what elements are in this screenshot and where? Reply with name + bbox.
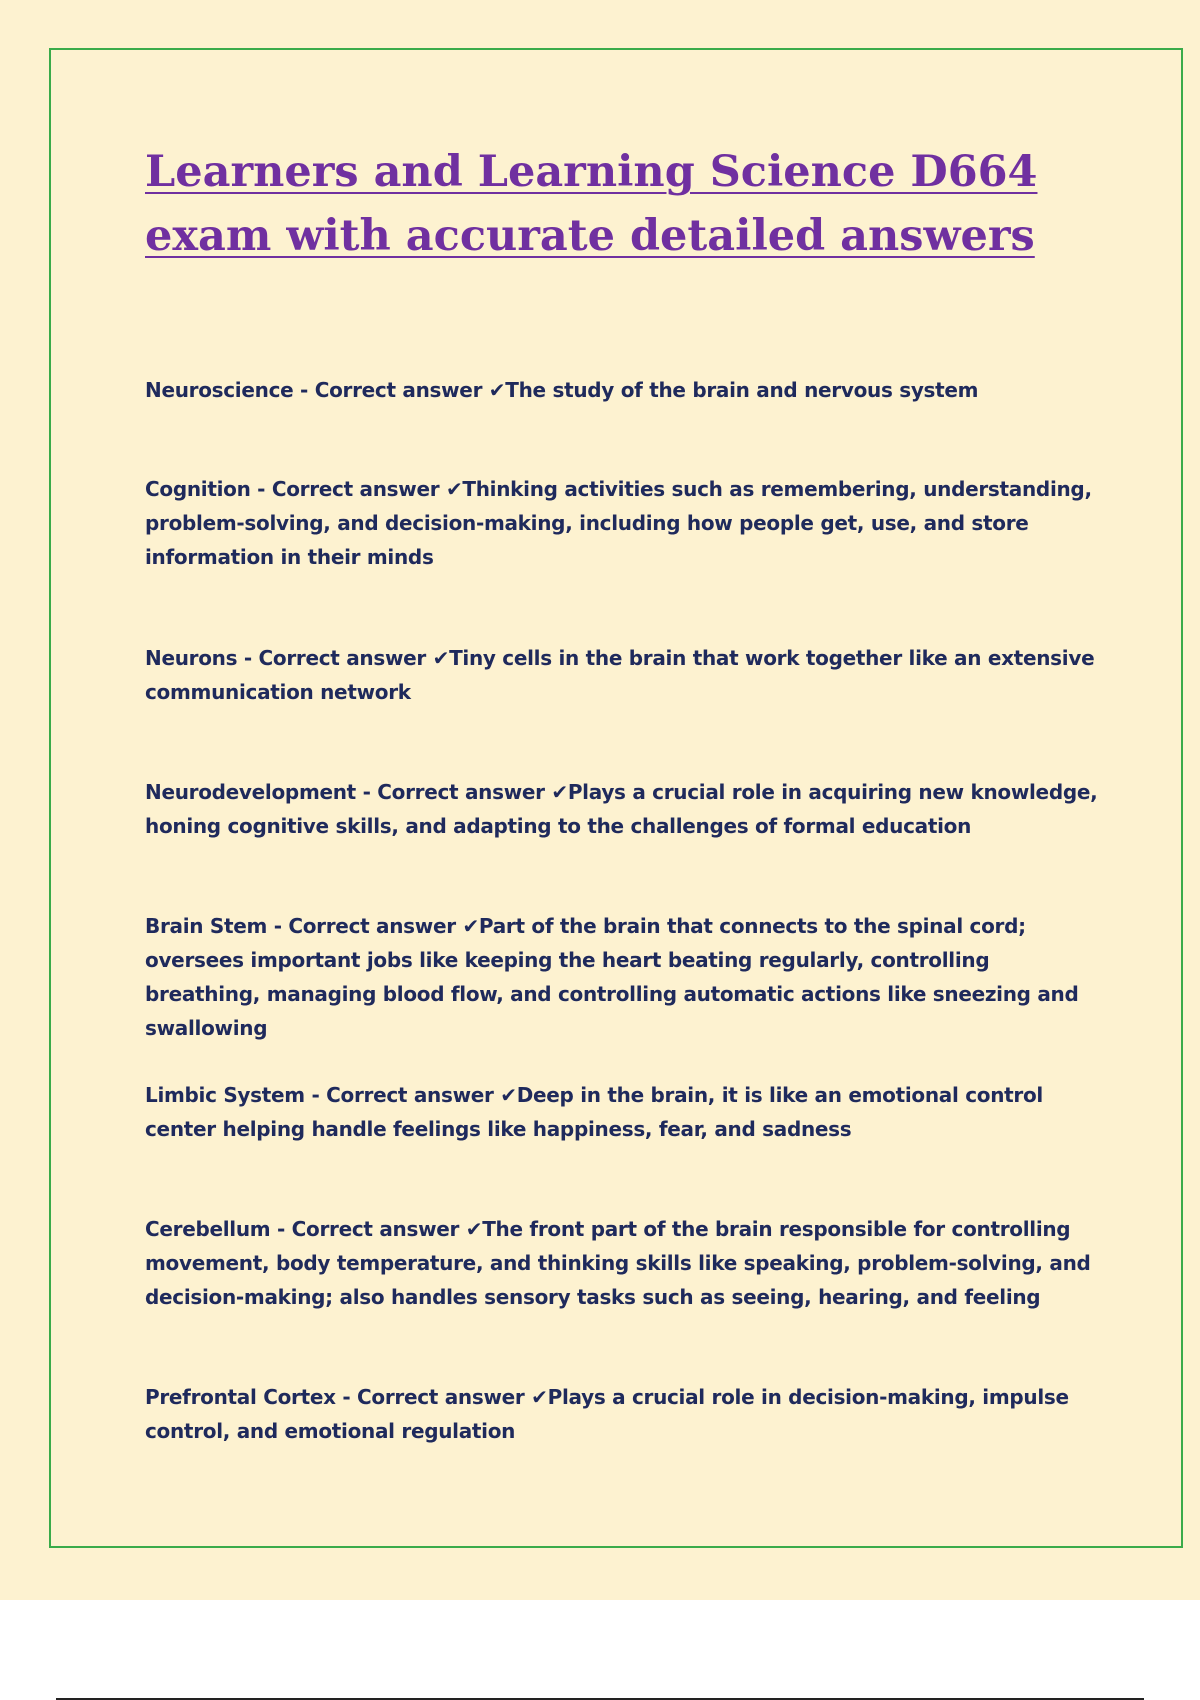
qa-item-neurons: Neurons - Correct answer ✔Tiny cells in the brain that work together like an extensive communication network (145, 646, 1095, 704)
qa-item-neurodevelopment: Neurodevelopment - Correct answer ✔Plays a crucial role in acquiring new knowledge, honing cognitive skills, and adapting to the challenges of formal education (145, 780, 1098, 838)
qa-item-brain-stem: Brain Stem - Correct answer ✔Part of the brain that connects to the spinal cord; oversees important jobs like keeping the heart beating regularly, controlling breathing, managing blood flow, and controlling automatic actions like sneezing and swallowing (145, 914, 1079, 1040)
qa-item-cognition: Cognition - Correct answer ✔Thinking activities such as remembering, understanding, problem-solving, and decision-making, including how people get, use, and store information in their minds (145, 477, 1092, 569)
qa-item-prefrontal-cortex: Prefrontal Cortex - Correct answer ✔Plays a crucial role in decision-making, impulse control, and emotional regulation (145, 1385, 1069, 1443)
qa-item-cerebellum: Cerebellum - Correct answer ✔The front part of the brain responsible for controlling movement, body temperature, and thinking skills like speaking, problem-solving, and decision-making; also handles sensory tasks such as seeing, hearing, and feeling (145, 1217, 1091, 1309)
document-title: Learners and Learning Science D664 exam with accurate detailed answers (145, 147, 1038, 261)
qa-item-neuroscience: Neuroscience - Correct answer ✔The study of the brain and nervous system (145, 378, 979, 402)
qa-item-limbic-system: Limbic System - Correct answer ✔Deep in the brain, it is like an emotional control center helping handle feelings like happiness, fear, and sadness (145, 1083, 1043, 1141)
